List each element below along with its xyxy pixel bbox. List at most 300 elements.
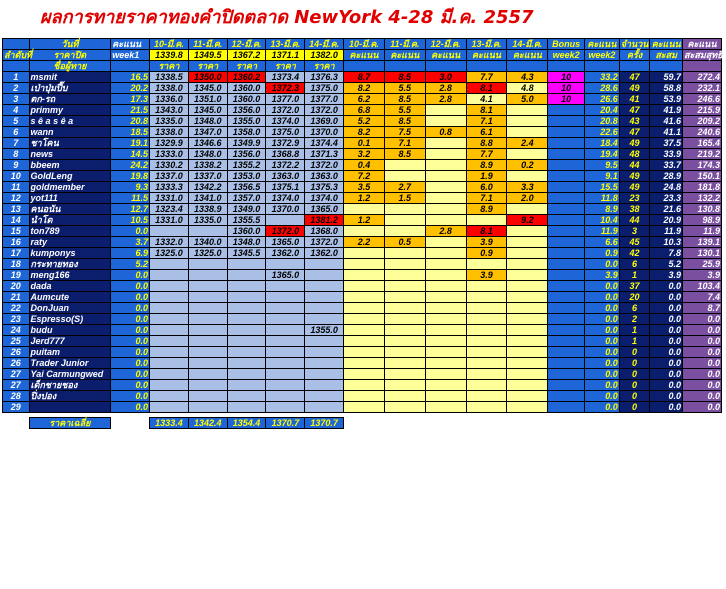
daily-score: 5.2 [344,116,385,127]
guess-price: 1351.0 [188,94,227,105]
week2-score: 0.0 [585,358,620,369]
week1-score: 0.0 [111,402,150,413]
play-count: 6 [619,303,650,314]
header-row-dates [3,39,722,50]
daily-score [344,358,385,369]
accum-score: 28.9 [650,171,683,182]
bonus-score [548,248,585,259]
price-date-header: 10-มี.ค. [150,39,189,50]
closing-price: 1339.8 [150,50,189,61]
guess-price [227,303,266,314]
play-count: 47 [619,72,650,83]
week2-score: 19.4 [585,149,620,160]
daily-score [344,292,385,303]
guess-price [266,281,305,292]
header-blank [548,61,585,72]
guess-price [150,281,189,292]
net-score: 215.9 [683,105,722,116]
player-name: raty [29,237,111,248]
daily-score [425,149,466,160]
daily-score: 7.1 [384,138,425,149]
player-name: กระทายทอง [29,259,111,270]
guess-price: 1372.0 [266,226,305,237]
net-score: 232.1 [683,83,722,94]
daily-score: 8.5 [384,72,425,83]
daily-score [425,292,466,303]
player-name: news [29,149,111,160]
daily-score [384,292,425,303]
net-score: 132.2 [683,193,722,204]
daily-score [384,270,425,281]
guess-price [188,358,227,369]
bonus-score [548,259,585,270]
average-price: 1354.4 [227,418,266,429]
play-count: 3 [619,226,650,237]
daily-score-header: คะแนน [384,50,425,61]
accum-score: 0.0 [650,325,683,336]
bonus-score [548,182,585,193]
daily-score: 8.7 [344,72,385,83]
net-score: 0.0 [683,336,722,347]
guess-price: 1375.0 [266,127,305,138]
rank-number: 25 [3,336,30,347]
play-count: 42 [619,248,650,259]
net-score: 219.2 [683,149,722,160]
rank-number: 18 [3,259,30,270]
header-blank [683,61,722,72]
rank-number: 12 [3,193,30,204]
week2-score: 0.0 [585,391,620,402]
guess-price: 1370.0 [266,204,305,215]
daily-score [344,347,385,358]
blank [111,418,150,429]
rank-number: 8 [3,149,30,160]
guess-price [188,314,227,325]
score-date-header: 12-มี.ค. [425,39,466,50]
header-blank [619,61,650,72]
average-price: 1342.4 [188,418,227,429]
daily-score [507,171,548,182]
daily-score [384,171,425,182]
daily-score [384,347,425,358]
net-score: 246.6 [683,94,722,105]
player-name: goldmember [29,182,111,193]
guess-price: 1338.5 [150,72,189,83]
table-row [3,116,722,127]
daily-score [344,303,385,314]
player-name: GoldLeng [29,171,111,182]
week1-score: 0.0 [111,226,150,237]
price-date-header: 13-มี.ค. [266,39,305,50]
rank-number: 27 [3,380,30,391]
price-header: ราคา [150,61,189,72]
guess-price [150,347,189,358]
accum-score: 11.9 [650,226,683,237]
guess-price [266,259,305,270]
daily-score: 2.8 [425,94,466,105]
week2-score: 15.5 [585,182,620,193]
guess-price [305,292,344,303]
rank-number: 26 [3,347,30,358]
daily-score: 8.1 [466,83,507,94]
guess-price: 1330.2 [150,160,189,171]
daily-score [344,226,385,237]
play-count: 2 [619,314,650,325]
daily-score: 7.1 [466,193,507,204]
table-row [3,171,722,182]
table-row [3,72,722,83]
table-row [3,127,722,138]
week2-score: 0.0 [585,292,620,303]
guess-price: 1337.0 [150,171,189,182]
bonus-week2-header: week2 [548,50,585,61]
table-row [3,160,722,171]
table-row [3,149,722,160]
average-price: 1370.7 [305,418,344,429]
accum-score: 24.8 [650,182,683,193]
daily-score: 7.2 [344,171,385,182]
bonus-score [548,105,585,116]
guess-price [150,314,189,325]
player-name: Espresso(S) [29,314,111,325]
play-count: 0 [619,380,650,391]
rank-number: 2 [3,83,30,94]
guess-price [266,391,305,402]
count-header: จำนวน [620,39,649,49]
rank-number: 16 [3,237,30,248]
bonus-score: 10 [548,72,585,83]
accum-score: 20.9 [650,215,683,226]
bonus-score [548,160,585,171]
guess-price [188,292,227,303]
guess-price: 1369.0 [305,116,344,127]
week1-score: 0.0 [111,380,150,391]
guess-price [188,226,227,237]
daily-score: 8.9 [466,204,507,215]
guess-price: 1358.0 [227,127,266,138]
table-row [3,369,722,380]
guess-price: 1335.0 [188,215,227,226]
table-row [3,182,722,193]
player-name: meng166 [29,270,111,281]
bonus-score [548,171,585,182]
name-label: ชื่อผู้ทาย [29,61,111,72]
week2-score: 0.0 [585,259,620,270]
closing-price: 1371.1 [266,50,305,61]
rank-number: 10 [3,171,30,182]
daily-score: 5.0 [507,94,548,105]
week1-score: 12.7 [111,204,150,215]
rank-number: 26 [3,358,30,369]
table-row [3,138,722,149]
daily-score [344,325,385,336]
times-header: ครั้ง [619,50,650,61]
guess-price: 1377.0 [305,94,344,105]
daily-score [425,116,466,127]
guess-price: 1377.0 [266,94,305,105]
rank-number: 20 [3,281,30,292]
score-date-header: 10-มี.ค. [344,39,385,50]
daily-score: 3.3 [507,182,548,193]
week1-score: 11.5 [111,193,150,204]
daily-score [507,248,548,259]
bonus-score [548,270,585,281]
guess-price [150,270,189,281]
daily-score [425,270,466,281]
guess-price [150,402,189,413]
guess-price: 1363.0 [305,171,344,182]
guess-price [305,380,344,391]
week1-score: 16.5 [111,72,150,83]
player-name: ชาโคน [29,138,111,149]
guess-price [150,259,189,270]
blank [548,418,585,429]
daily-score [384,314,425,325]
week2-score: 28.6 [585,83,620,94]
daily-score [466,380,507,391]
guess-price: 1342.2 [188,182,227,193]
play-count: 1 [619,336,650,347]
accum-score: 0.0 [650,336,683,347]
daily-score [425,281,466,292]
daily-score: 8.2 [344,83,385,94]
net-score: 209.2 [683,116,722,127]
guess-price [266,380,305,391]
week2-score: 26.6 [585,94,620,105]
daily-score [507,292,548,303]
net-score: 8.7 [683,303,722,314]
guess-price: 1372.3 [266,83,305,94]
play-count: 0 [619,391,650,402]
play-count: 49 [619,171,650,182]
daily-score-header: คะแนน [466,50,507,61]
guess-price: 1374.0 [305,193,344,204]
price-date-header: 11-มี.ค. [188,39,227,50]
daily-score: 0.4 [344,160,385,171]
daily-score: 0.1 [344,138,385,149]
play-count: 49 [619,138,650,149]
accum-score: 58.8 [650,83,683,94]
daily-score [384,281,425,292]
week2-score: 0.0 [585,281,620,292]
player-name: primmy [29,105,111,116]
player-name: นำโด [29,215,111,226]
guess-price [150,325,189,336]
daily-score [384,248,425,259]
daily-score [344,270,385,281]
table-row [3,303,722,314]
price-header: ราคา [305,61,344,72]
guess-price [188,347,227,358]
daily-score: 1.9 [466,171,507,182]
guess-price [266,215,305,226]
daily-score [425,314,466,325]
guess-price [227,325,266,336]
daily-score [466,215,507,226]
guess-price [305,347,344,358]
daily-score [384,369,425,380]
accum-score: 41.9 [650,105,683,116]
guess-price: 1362.0 [305,248,344,259]
price-date-header: 14-มี.ค. [305,39,344,50]
guess-price [266,325,305,336]
table-body [3,39,722,429]
daily-score: 1.2 [344,193,385,204]
guess-price: 1365.0 [305,204,344,215]
rank-number: 5 [3,116,30,127]
daily-score [507,325,548,336]
daily-score [344,336,385,347]
guess-price: 1370.0 [305,127,344,138]
guess-price: 1372.0 [266,105,305,116]
price-date-header: 12-มี.ค. [227,39,266,50]
week1-score: 0.0 [111,336,150,347]
net-score: 25.9 [683,259,722,270]
week1-score: 0.0 [111,303,150,314]
accum-score: 0.0 [650,314,683,325]
daily-score: 4.1 [466,94,507,105]
guess-price [188,303,227,314]
header-blank [3,61,30,72]
guess-price: 1355.2 [227,160,266,171]
daily-score: 3.9 [466,237,507,248]
header-blank [384,61,425,72]
bonus-score [548,303,585,314]
header-blank [111,61,150,72]
daily-score [507,369,548,380]
net-score: 181.8 [683,182,722,193]
accum-score: 5.2 [650,259,683,270]
daily-score [384,259,425,270]
daily-score: 8.5 [384,94,425,105]
page-title: ผลการทายราคาทองคำปิดตลาด NewYork 4-28 มี.ค. 2557 [40,7,534,28]
header-blank [425,61,466,72]
daily-score [507,281,548,292]
daily-score [466,347,507,358]
player-name: DonJuan [29,303,111,314]
daily-score [466,402,507,413]
daily-score [507,391,548,402]
close-label: ราคาปิด [29,50,111,61]
guess-price: 1356.0 [227,105,266,116]
daily-score: 0.2 [507,160,548,171]
guess-price: 1325.0 [150,248,189,259]
guess-price [227,369,266,380]
week2-score: 18.4 [585,138,620,149]
accum-score: 0.0 [650,402,683,413]
guess-price [227,281,266,292]
daily-score [466,314,507,325]
week1-score: 20.2 [111,83,150,94]
guess-price: 1341.0 [188,193,227,204]
daily-score [425,171,466,182]
acc-score-header: คะแนน [651,39,681,49]
accum-score: 7.8 [650,248,683,259]
net-header: สะสมสุทธิ [684,50,723,60]
guess-price: 1374.4 [305,138,344,149]
bonus-score [548,347,585,358]
table-row [3,336,722,347]
net-score: 174.3 [683,160,722,171]
bonus-score [548,204,585,215]
daily-score: 1.5 [384,193,425,204]
header-corner [3,39,30,50]
guess-price [227,314,266,325]
guess-price: 1345.0 [188,83,227,94]
player-name: s ê a s ê a [29,116,111,127]
daily-score [384,215,425,226]
daily-score [344,281,385,292]
daily-score [425,325,466,336]
score-date-header: 13-มี.ค. [466,39,507,50]
player-name [29,402,111,413]
daily-score: 7.7 [466,149,507,160]
daily-score [507,358,548,369]
price-header: ราคา [227,61,266,72]
daily-score [425,303,466,314]
play-count: 0 [619,358,650,369]
bonus-score [548,237,585,248]
table-row [3,259,722,270]
daily-score: 6.0 [466,182,507,193]
table-row [3,193,722,204]
guess-price: 1368.0 [305,226,344,237]
price-header: ราคา [266,61,305,72]
week2-score: 11.8 [585,193,620,204]
play-count: 20 [619,292,650,303]
daily-score [466,303,507,314]
week2-score: 6.6 [585,237,620,248]
guess-price: 1374.0 [266,193,305,204]
table-row [3,314,722,325]
daily-score [507,347,548,358]
daily-score: 8.8 [466,138,507,149]
guess-price: 1371.3 [305,149,344,160]
daily-score [466,325,507,336]
guess-price: 1345.0 [188,105,227,116]
net-score: 139.1 [683,237,722,248]
rank-number: 17 [3,248,30,259]
daily-score [466,281,507,292]
player-name: yot111 [29,193,111,204]
play-count: 44 [619,215,650,226]
guess-price: 1360.0 [227,94,266,105]
bonus-score: 10 [548,83,585,94]
guess-price: 1356.5 [227,182,266,193]
daily-score [507,226,548,237]
player-name: เด็กชายชอง [29,380,111,391]
net-score: 130.8 [683,204,722,215]
daily-score [425,402,466,413]
player-name: ton789 [29,226,111,237]
guess-price [227,380,266,391]
daily-score [384,380,425,391]
blank [3,418,30,429]
guess-price [266,292,305,303]
guess-price [305,314,344,325]
table-row [3,226,722,237]
rank-number: 9 [3,160,30,171]
net-score: 7.4 [683,292,722,303]
play-count: 37 [619,281,650,292]
week2-score: 20.4 [585,105,620,116]
accum-score: 21.6 [650,204,683,215]
daily-score: 8.9 [466,160,507,171]
player-name: msmit [29,72,111,83]
guess-price: 1372.0 [305,237,344,248]
week2-score: 0.0 [585,369,620,380]
accum-score: 0.0 [650,358,683,369]
